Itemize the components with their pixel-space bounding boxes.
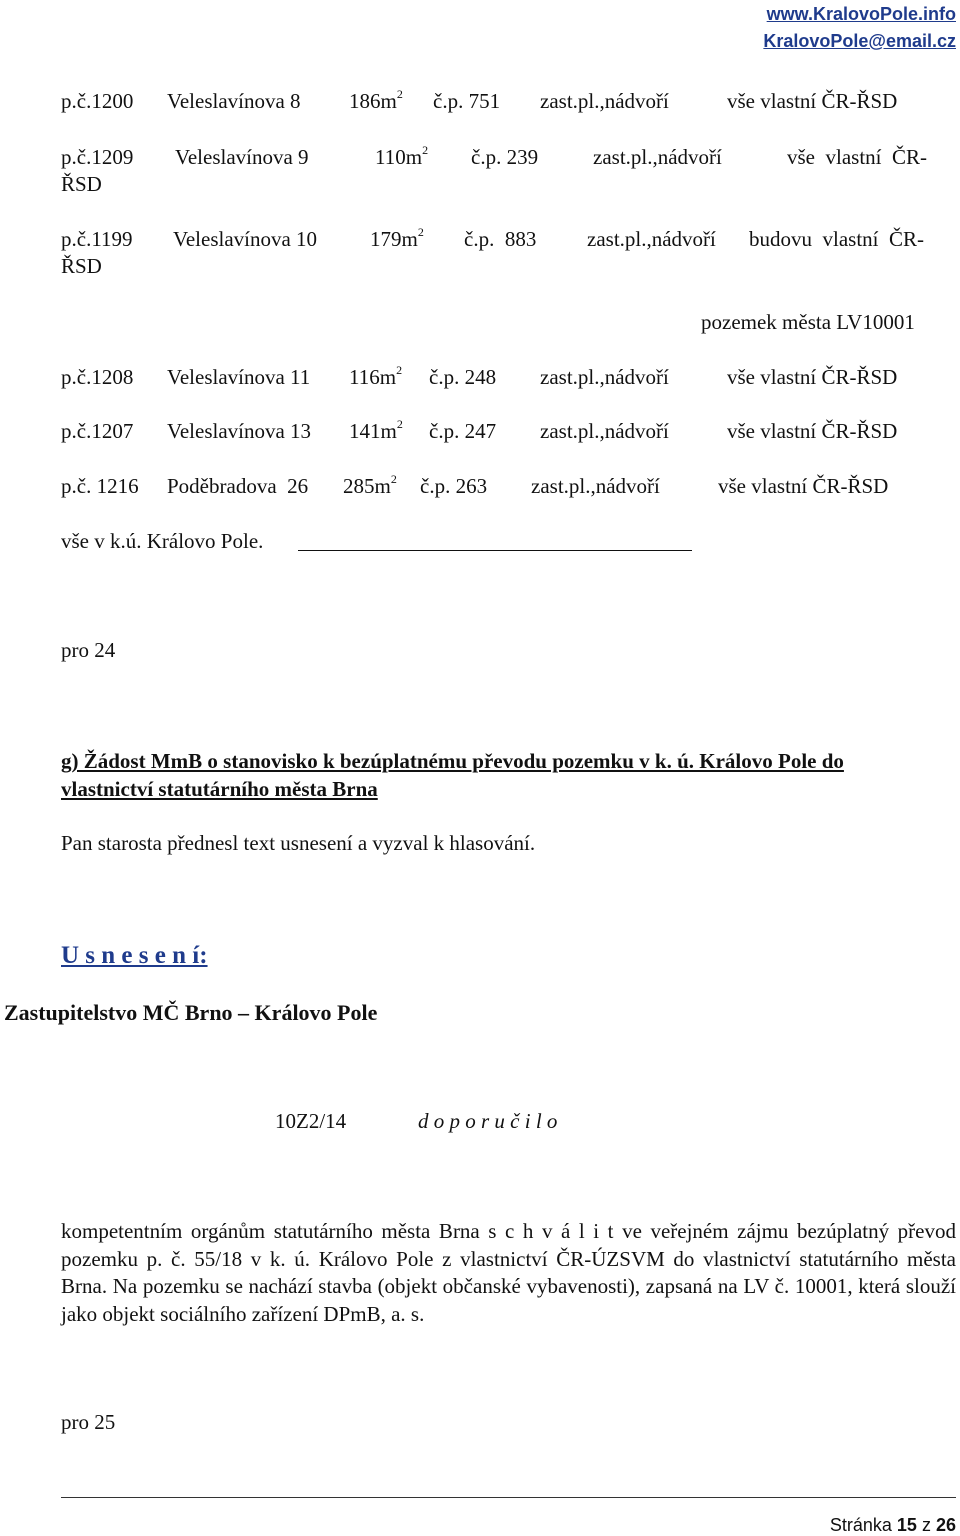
house-number: č.p. 263	[420, 474, 488, 498]
parcel-number: p.č.1200	[61, 89, 134, 113]
land-use: zast.pl.,nádvoří	[531, 474, 660, 498]
footer-rule	[61, 1497, 956, 1498]
area-sup: 2	[396, 363, 403, 377]
area-value: 110m	[375, 145, 423, 169]
house-number: č.p. 247	[429, 419, 497, 443]
page-prefix: Stránka	[829, 1515, 892, 1535]
area-sup: 2	[422, 143, 429, 157]
area-value: 116m	[349, 365, 397, 389]
owner: vše vlastní ČR-	[787, 145, 927, 169]
resolution-text: kompetentním orgánům statutárního města Brna s c h v á l i t ve veřejném zájmu bezúplatný převod pozemku p. č. 55/18 v k. ú. Královo Pole z vlastnictví ČR-ÚZSVM do vlastnictví statutárního města Brna. Na pozemku se nachází stavba (objekt občanské vybavenosti), zapsaná na LV č. 10001, která slouží jako objekt sociálního zařízení DPmB, a. s.	[61, 1219, 956, 1326]
owner-continuation: ŘSD	[61, 254, 102, 278]
parcel-number: p.č.1208	[61, 365, 134, 389]
page-current: 15	[896, 1515, 917, 1535]
area	[349, 363, 403, 389]
resolution-body: Zastupitelstvo MČ Brno – Královo Pole	[4, 1000, 378, 1025]
parcel-number: p.č. 1216	[61, 474, 139, 498]
area	[370, 225, 424, 251]
summary-line: vše v k.ú. Královo Pole.	[61, 529, 264, 553]
area-value: 285m	[343, 474, 391, 498]
street: Veleslavínova 13	[167, 419, 312, 443]
street: Poděbradova 26	[167, 474, 309, 498]
land-use: zast.pl.,nádvoří	[540, 365, 669, 389]
land-use: zast.pl.,nádvoří	[540, 419, 669, 443]
owner: vše vlastní ČR-ŘSD	[727, 419, 898, 443]
page-number	[830, 1515, 956, 1536]
house-number: č.p. 883	[464, 227, 537, 251]
owner: vše vlastní ČR-ŘSD	[727, 89, 898, 113]
area-sup: 2	[396, 87, 403, 101]
land-use: zast.pl.,nádvoří	[593, 145, 722, 169]
owner: vše vlastní ČR-ŘSD	[727, 365, 898, 389]
section-title-line1: g) Žádost MmB o stanovisko k bezúplatnému převodu pozemku v k. ú. Královo Pole do	[61, 749, 844, 773]
street: Veleslavínova 11	[167, 365, 311, 389]
email-link[interactable]: KralovoPole@email.cz	[763, 31, 956, 51]
area-value: 141m	[349, 419, 397, 443]
owner-continuation: ŘSD	[61, 172, 102, 196]
parcel-number: p.č.1199	[61, 227, 133, 251]
resolution-heading: U s n e s e n í:	[61, 942, 208, 969]
area-sup: 2	[390, 472, 397, 486]
vote-result: pro 25	[61, 1410, 116, 1434]
resolution-verb: d o p o r u č i l o	[418, 1109, 558, 1133]
house-number: č.p. 751	[433, 89, 501, 113]
page-of: z	[921, 1515, 931, 1535]
page-total: 26	[935, 1515, 956, 1535]
city-land-note: pozemek města LV10001	[701, 310, 915, 334]
area-value: 179m	[370, 227, 418, 251]
street: Veleslavínova 10	[173, 227, 318, 251]
parcel-number: p.č.1207	[61, 419, 134, 443]
section-title-line2: vlastnictví statutárního města Brna	[61, 777, 378, 801]
area	[343, 472, 397, 498]
house-number: č.p. 239	[471, 145, 539, 169]
vote-result: pro 24	[61, 638, 116, 662]
area	[375, 143, 429, 169]
house-number: č.p. 248	[429, 365, 497, 389]
land-use: zast.pl.,nádvoří	[540, 89, 669, 113]
area	[349, 87, 403, 113]
area-sup: 2	[417, 225, 424, 239]
signature-blank-line	[298, 550, 692, 551]
owner: vše vlastní ČR-ŘSD	[718, 474, 889, 498]
area	[349, 417, 403, 443]
street: Veleslavínova 9	[175, 145, 309, 169]
street: Veleslavínova 8	[167, 89, 301, 113]
resolution-number: 10Z2/14	[275, 1109, 347, 1133]
land-use: zast.pl.,nádvoří	[587, 227, 716, 251]
area-sup: 2	[396, 417, 403, 431]
website-link[interactable]: www.KralovoPole.info	[766, 4, 956, 24]
section-intro: Pan starosta přednesl text usnesení a vyzval k hlasování.	[61, 831, 536, 855]
owner: budovu vlastní ČR-	[749, 227, 925, 251]
parcel-number: p.č.1209	[61, 145, 134, 169]
area-value: 186m	[349, 89, 397, 113]
